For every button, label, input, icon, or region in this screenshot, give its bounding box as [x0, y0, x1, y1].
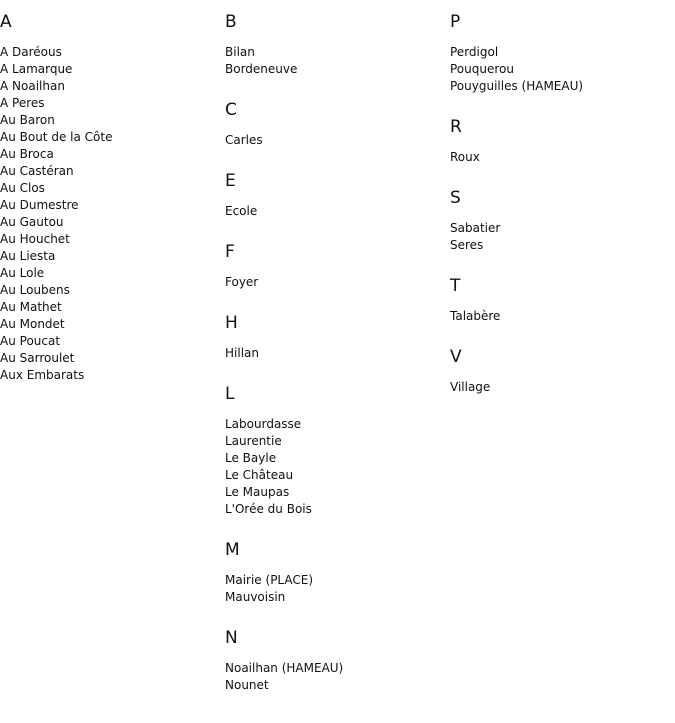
street-index-column-3	[450, 10, 665, 416]
street-link[interactable]: Le Bayle	[225, 451, 277, 465]
letter-group	[450, 345, 665, 396]
street-link[interactable]: Laurentie	[225, 434, 282, 448]
street-link[interactable]: Au Dumestre	[0, 198, 79, 212]
street-link[interactable]: Sabatier	[450, 221, 501, 235]
street-link[interactable]: Foyer	[225, 275, 259, 289]
street-link[interactable]: Perdigol	[450, 45, 499, 59]
letter-heading: C	[225, 100, 237, 120]
street-link[interactable]: Au Sarroulet	[0, 351, 75, 365]
street-link[interactable]: Mairie (PLACE)	[225, 573, 314, 587]
street-list	[0, 44, 215, 384]
street-link[interactable]: Nounet	[225, 678, 269, 692]
street-list	[225, 274, 440, 291]
street-list	[450, 44, 665, 95]
street-link[interactable]: Hillan	[225, 346, 259, 360]
street-link[interactable]: Carles	[225, 133, 263, 147]
letter-group	[450, 115, 665, 166]
letter-heading: R	[450, 117, 462, 137]
letter-heading: S	[450, 188, 461, 208]
letter-group	[450, 186, 665, 254]
street-list	[450, 308, 665, 325]
letter-heading: A	[0, 12, 12, 32]
street-link[interactable]: Labourdasse	[225, 417, 302, 431]
letter-heading: L	[225, 384, 235, 404]
letter-group	[225, 240, 440, 291]
street-link[interactable]: Aux Embarats	[0, 368, 85, 382]
street-list	[450, 379, 665, 396]
street-index-column-1	[0, 10, 215, 404]
street-link[interactable]: Au Loubens	[0, 283, 70, 297]
street-list	[225, 44, 440, 78]
street-list	[225, 572, 440, 606]
street-list	[450, 220, 665, 254]
street-link[interactable]: Le Château	[225, 468, 294, 482]
street-link[interactable]: Mauvoisin	[225, 590, 286, 604]
street-link[interactable]: Le Maupas	[225, 485, 290, 499]
letter-group	[225, 538, 440, 606]
street-link[interactable]: Roux	[450, 150, 480, 164]
street-list	[225, 416, 440, 518]
letter-group	[225, 10, 440, 78]
letter-group	[0, 10, 215, 384]
letter-heading: M	[225, 540, 240, 560]
street-link[interactable]: Au Mathet	[0, 300, 62, 314]
letter-group	[225, 169, 440, 220]
letter-group	[225, 382, 440, 518]
street-link[interactable]: A Lamarque	[0, 62, 73, 76]
street-link[interactable]: L'Orée du Bois	[225, 502, 312, 516]
letter-heading: N	[225, 628, 238, 648]
street-list	[225, 660, 440, 694]
street-link[interactable]: Ecole	[225, 204, 258, 218]
street-link[interactable]: Au Broca	[0, 147, 54, 161]
street-link[interactable]: Au Lole	[0, 266, 45, 280]
street-link[interactable]: Au Mondet	[0, 317, 65, 331]
street-link[interactable]: Au Houchet	[0, 232, 70, 246]
street-link[interactable]: Au Gautou	[0, 215, 64, 229]
letter-group	[450, 274, 665, 325]
letter-group	[225, 311, 440, 362]
street-link[interactable]: Au Bout de la Côte	[0, 130, 113, 144]
letter-heading: P	[450, 12, 461, 32]
letter-group	[225, 98, 440, 149]
letter-group	[225, 626, 440, 694]
street-link[interactable]: Au Baron	[0, 113, 55, 127]
street-list	[225, 203, 440, 220]
letter-group	[450, 10, 665, 95]
street-link[interactable]: Pouquerou	[450, 62, 514, 76]
street-link[interactable]: Seres	[450, 238, 484, 252]
letter-heading: F	[225, 242, 235, 262]
street-link[interactable]: Pouyguilles (HAMEAU)	[450, 79, 584, 93]
street-link[interactable]: Noailhan (HAMEAU)	[225, 661, 344, 675]
street-link[interactable]: A Peres	[0, 96, 45, 110]
letter-heading: T	[450, 276, 461, 296]
street-link[interactable]: Talabère	[450, 309, 501, 323]
street-link[interactable]: Village	[450, 380, 491, 394]
street-link[interactable]: A Daréous	[0, 45, 62, 59]
street-link[interactable]: Bilan	[225, 45, 255, 59]
street-list	[225, 345, 440, 362]
street-list	[450, 149, 665, 166]
street-link[interactable]: Bordeneuve	[225, 62, 298, 76]
street-link[interactable]: Au Castéran	[0, 164, 74, 178]
street-index-column-2	[225, 10, 440, 714]
street-list	[225, 132, 440, 149]
letter-heading: H	[225, 313, 238, 333]
street-link[interactable]: Au Clos	[0, 181, 45, 195]
letter-heading: V	[450, 347, 462, 367]
street-link[interactable]: Au Liesta	[0, 249, 56, 263]
letter-heading: E	[225, 171, 236, 191]
street-link[interactable]: Au Poucat	[0, 334, 61, 348]
letter-heading: B	[225, 12, 237, 32]
street-link[interactable]: A Noailhan	[0, 79, 65, 93]
